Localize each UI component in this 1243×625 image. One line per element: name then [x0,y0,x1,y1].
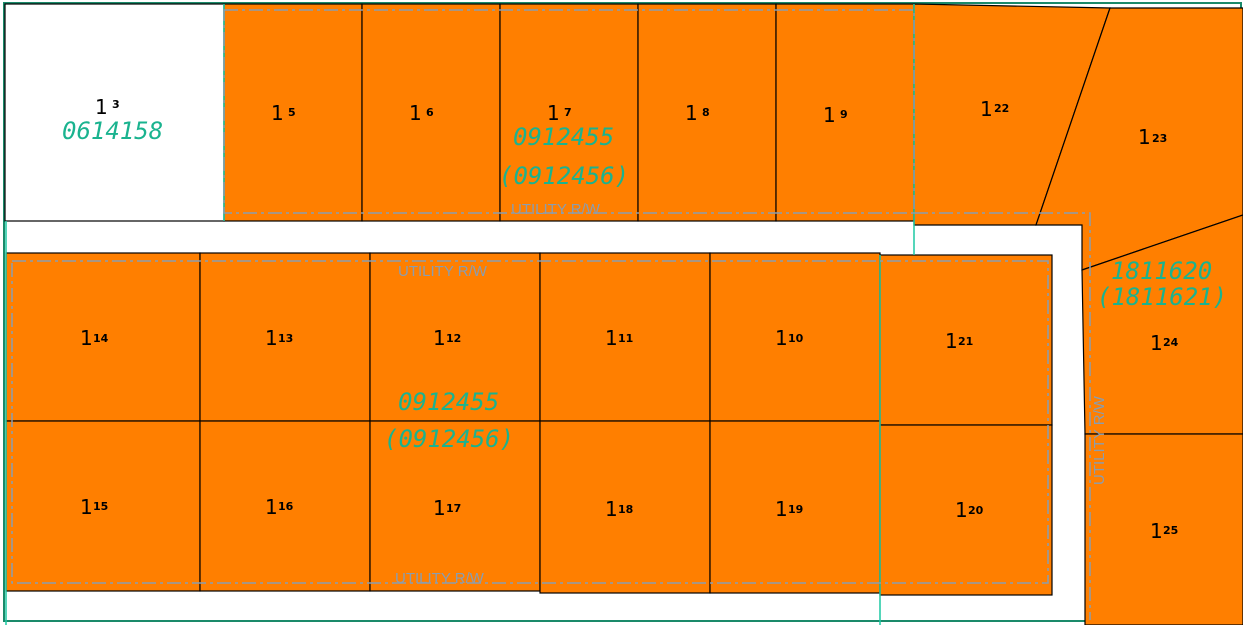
lot-number: 23 [1152,132,1168,145]
utility-row-label: UTILITY R/W [511,201,600,218]
block-number: 1 [775,497,788,521]
lot-13[interactable] [200,253,370,421]
lot-number: 10 [788,332,804,345]
lot-number: 8 [702,106,710,119]
utility-row-label: UTILITY R/W [398,263,487,280]
block-number: 1 [980,97,993,121]
lot-3[interactable] [5,4,224,221]
block-number: 1 [80,326,93,350]
block-number: 1 [775,326,788,350]
block-number: 1 [605,497,618,521]
block-number: 1 [955,498,968,522]
block-number: 1 [547,101,560,125]
plan-number-label: 0614158 [62,117,164,145]
lot-number: 16 [278,500,294,513]
lot-number: 22 [994,102,1010,115]
plan-number-label: (0912456) [384,425,515,453]
utility-row-label: UTILITY R/W [395,570,484,587]
lot-number: 9 [840,108,848,121]
lot-10[interactable] [710,253,880,421]
lot-number: 18 [618,503,634,516]
block-number: 1 [1150,331,1163,355]
lot-number: 3 [112,98,120,111]
lot-16[interactable] [200,421,370,591]
block-number: 1 [80,495,93,519]
lot-number: 13 [278,332,294,345]
lot-3-parcel [5,4,224,221]
lot-number: 6 [426,106,434,119]
utility-row-label: UTILITY R/W [1091,396,1108,485]
lot-5[interactable] [224,4,362,221]
lot-number: 21 [958,335,974,348]
lot-number: 17 [446,502,462,515]
lot-number: 11 [618,332,634,345]
block-number: 1 [265,495,278,519]
lot-number: 12 [446,332,462,345]
lot-18[interactable] [540,421,710,593]
block-number: 1 [685,101,698,125]
block-number: 1 [1150,519,1163,543]
lot-number: 24 [1163,336,1179,349]
block-number: 1 [265,326,278,350]
plan-number-label: (0912456) [499,162,630,190]
lot-number: 7 [564,106,572,119]
lot-21[interactable] [880,255,1052,425]
lot-25[interactable] [1085,434,1243,625]
lot-20[interactable] [880,425,1052,595]
lot-6[interactable] [362,4,500,221]
lot-number: 20 [968,504,984,517]
plan-number-label: 0912455 [398,388,500,416]
lot-8[interactable] [638,4,776,221]
lot-11[interactable] [540,253,710,421]
block-number: 1 [823,103,836,127]
lot-15[interactable] [6,421,200,591]
block-number: 1 [605,326,618,350]
lot-number: 25 [1163,524,1179,537]
block-number: 1 [433,326,446,350]
lot-number: 15 [93,500,109,513]
plan-number-label: 1811620 [1111,257,1213,285]
lot-19[interactable] [710,421,880,593]
plan-number-label: 0912455 [513,123,615,151]
lot-number: 5 [288,106,296,119]
lot-number: 14 [93,332,109,345]
lot-14[interactable] [6,253,200,421]
block-number: 1 [271,101,284,125]
block-number: 1 [409,101,422,125]
plan-number-label: (1811621) [1097,283,1228,311]
lot-9[interactable] [776,4,914,221]
block-number: 1 [95,95,108,119]
block-number: 1 [433,496,446,520]
block-number: 1 [945,329,958,353]
lot-number: 19 [788,503,804,516]
block-number: 1 [1138,125,1151,149]
